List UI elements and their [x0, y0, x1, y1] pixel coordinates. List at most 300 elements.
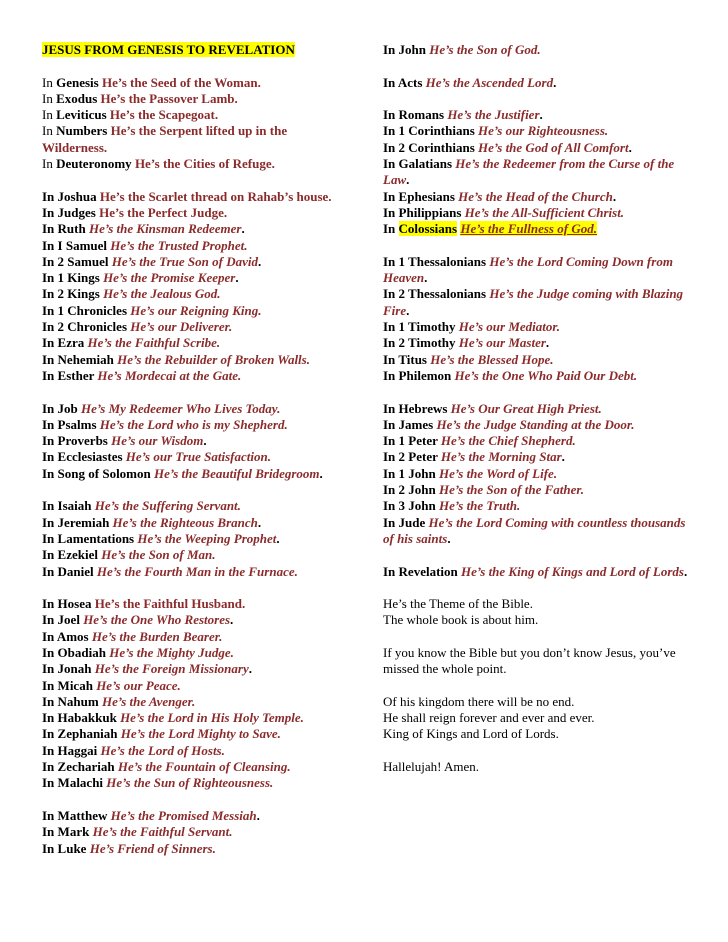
entry-prefix: In [383, 482, 399, 498]
entry-prefix: In [42, 319, 58, 335]
book-entry [383, 42, 695, 58]
christ-description: He’s the Lord Mighty to Save. [120, 726, 281, 742]
christ-description: He’s the Beautiful Bridegroom [154, 465, 320, 481]
book-name: I Samuel [57, 237, 108, 253]
book-name: Colossians [398, 221, 458, 237]
entry-period: . [256, 807, 260, 823]
book-name: Leviticus [56, 107, 107, 123]
spacer [42, 792, 348, 808]
book-name: Jude [398, 514, 426, 530]
book-name: Revelation [398, 563, 458, 579]
left-column [42, 42, 348, 857]
christ-description: He’s the Trusted Prophet. [110, 237, 248, 253]
book-name: Ecclesiastes [57, 449, 123, 465]
entry-prefix: In [383, 253, 399, 269]
book-entry [42, 515, 348, 531]
book-name: Ephesians [398, 188, 455, 204]
book-entry [383, 107, 695, 123]
book-entry [42, 759, 348, 775]
book-name: 1 Peter [398, 433, 438, 449]
entry-period: . [539, 107, 543, 123]
book-entry [42, 75, 348, 91]
book-entry [383, 368, 695, 384]
book-entry [42, 205, 348, 221]
book-name: Nehemiah [57, 351, 114, 367]
book-name: Philemon [398, 367, 452, 383]
title-highlight: JESUS FROM GENESIS TO REVELATION [42, 42, 295, 57]
entry-prefix: In [42, 726, 58, 742]
book-entry [42, 221, 348, 237]
christ-description: He’s the Head of the Church [458, 188, 613, 204]
christ-description: He’s our Mediator. [458, 319, 560, 335]
book-name: Nahum [57, 693, 99, 709]
book-name: Ezra [57, 335, 85, 351]
christ-description: He’s the Faithful Servant. [92, 824, 233, 840]
book-entry [383, 564, 695, 580]
entry-prefix: In [383, 123, 399, 139]
book-name: 2 Kings [57, 286, 100, 302]
christ-description: He’s the King of Kings and Lord of Lords [461, 563, 684, 579]
entry-prefix: In [42, 693, 58, 709]
closing-line [383, 596, 695, 612]
spacer [383, 629, 695, 645]
book-name: Exodus [56, 90, 98, 106]
entry-prefix: In [42, 547, 58, 563]
christ-description: He’s the One Who Paid Our Debt. [454, 367, 638, 383]
book-entry [383, 189, 695, 205]
entry-prefix: In [42, 237, 58, 253]
entry-prefix: In [42, 253, 58, 269]
entry-period: . [545, 335, 550, 351]
christ-description: He’s the Fourth Man in the Furnace. [96, 563, 298, 579]
christ-description: He’s the Perfect Judge. [99, 204, 228, 220]
entry-prefix: In [42, 612, 58, 628]
closing-text: Hallelujah! Amen. [383, 759, 480, 775]
entry-prefix: In [42, 563, 58, 579]
book-entry [383, 156, 695, 189]
christ-description: He’s the Promised Messiah [110, 807, 257, 823]
page-title [42, 42, 348, 58]
entry-prefix: In [42, 449, 58, 465]
entry-prefix: In [383, 563, 399, 579]
book-name: Micah [57, 677, 93, 693]
book-name: Genesis [56, 74, 99, 90]
entry-period: . [319, 465, 323, 481]
book-entry [42, 678, 348, 694]
book-name: 2 Peter [398, 449, 438, 465]
spacer [383, 547, 695, 563]
book-name: 1 Thessalonians [398, 253, 487, 269]
entry-prefix: In [42, 270, 58, 286]
christ-description: He’s the Judge coming with Blazing Fire [383, 286, 684, 318]
christ-description: He’s the Blessed Hope. [430, 351, 554, 367]
book-entry [42, 156, 348, 172]
entry-prefix: In [383, 107, 399, 123]
book-name: 1 Corinthians [398, 123, 475, 139]
christ-description: He’s the Sun of Righteousness. [106, 775, 274, 791]
christ-description: He’s our Wisdom [111, 433, 204, 449]
book-name: Job [57, 400, 78, 416]
christ-description: He’s the Fullness of God. [460, 221, 597, 237]
closing-text: King of Kings and Lord of Lords. [383, 726, 559, 742]
christ-description: He’s the Mighty Judge. [109, 644, 234, 660]
entry-prefix: In [42, 123, 57, 139]
book-name: Jonah [57, 661, 92, 677]
book-entry [383, 286, 695, 319]
christ-description: He’s the Fountain of Cleansing. [117, 759, 291, 775]
entry-period: . [214, 107, 219, 123]
book-entry [42, 743, 348, 759]
book-entry [383, 75, 695, 91]
book-entry [42, 352, 348, 368]
book-entry [383, 319, 695, 335]
entry-period: . [230, 612, 234, 628]
book-name: Joshua [57, 188, 97, 204]
entry-period: . [424, 270, 428, 286]
christ-description: He’s the Justifier [447, 107, 540, 123]
entry-prefix: In [42, 416, 58, 432]
book-entry [42, 694, 348, 710]
christ-description: He’s the Son of Man. [101, 547, 216, 563]
book-name: Obadiah [57, 644, 106, 660]
book-entry [42, 189, 348, 205]
book-name: John [398, 42, 427, 57]
entry-period: . [612, 188, 617, 204]
closing-line [383, 726, 695, 742]
book-entry [383, 449, 695, 465]
book-name: Hosea [57, 596, 92, 612]
book-name: Acts [397, 74, 423, 90]
entry-prefix: In [383, 449, 399, 465]
book-entry [42, 449, 348, 465]
book-entry [42, 710, 348, 726]
entry-period: . [235, 270, 239, 286]
book-name: 1 Timothy [398, 319, 456, 335]
entry-prefix: In [42, 156, 57, 172]
entry-prefix: In [42, 824, 58, 840]
christ-description: He’s the God of All Comfort [478, 139, 629, 155]
entry-period: . [553, 74, 557, 90]
book-entry [42, 401, 348, 417]
entry-prefix: In [383, 351, 399, 367]
christ-description: He’s the True Son of David [111, 253, 258, 269]
book-entry [42, 531, 348, 547]
book-entry [383, 498, 695, 514]
christ-description: He’s the Burden Bearer. [91, 628, 223, 644]
book-name: Jeremiah [57, 514, 110, 530]
entry-prefix: In [383, 221, 399, 237]
closing-text: Of his kingdom there will be no end. [383, 693, 575, 709]
book-name: 2 Thessalonians [398, 286, 487, 302]
christ-description: He’s the Lord of Hosts. [100, 742, 225, 758]
spacer [42, 172, 348, 188]
christ-description: He’s the Promise Keeper [103, 270, 236, 286]
closing-line [383, 612, 695, 628]
spacer [42, 58, 348, 74]
book-entry [383, 417, 695, 433]
christ-description: He’s the One Who Restores [83, 612, 231, 628]
entry-prefix: In [42, 514, 58, 530]
book-name: Luke [57, 840, 87, 856]
book-name: 2 Corinthians [398, 139, 475, 155]
spacer [383, 91, 695, 107]
entry-prefix: In [42, 400, 58, 416]
book-entry [42, 808, 348, 824]
entry-prefix: In [42, 302, 58, 318]
book-name: 1 Chronicles [57, 302, 128, 318]
christ-description: He’s the Suffering Servant. [94, 498, 241, 514]
entry-prefix: In [42, 661, 58, 677]
christ-description: He’s the Scarlet thread on Rahab’s house. [99, 188, 332, 204]
christ-description: He’s Our Great High Priest. [450, 400, 602, 416]
closing-line [383, 759, 695, 775]
christ-description: He’s the Cities of Refuge [134, 156, 272, 172]
book-entry [42, 775, 348, 791]
book-name: 1 John [398, 465, 436, 481]
entry-period: . [276, 530, 280, 546]
book-name: Amos [56, 628, 89, 644]
entry-period: . [242, 596, 246, 612]
entry-prefix: In [42, 221, 58, 237]
entry-period: . [406, 302, 410, 318]
entry-prefix: In [42, 498, 58, 514]
entry-prefix: In [42, 596, 58, 612]
entry-prefix: In [42, 335, 58, 351]
right-column [383, 42, 695, 775]
christ-description: He’s the Kinsman Redeemer [88, 221, 242, 237]
book-entry [383, 221, 695, 237]
christ-description: He’s the Lord in His Holy Temple. [120, 710, 304, 726]
christ-description: He’s the Lord Coming Down from Heaven [383, 253, 673, 286]
right-book-list [383, 42, 695, 775]
entry-prefix: In [383, 204, 399, 220]
book-name: Malachi [57, 775, 104, 791]
christ-description: He’s the Chief Shepherd. [440, 433, 576, 449]
book-entry [42, 596, 348, 612]
book-entry [42, 612, 348, 628]
book-name: Zechariah [57, 759, 115, 775]
spacer [383, 384, 695, 400]
book-name: Galatians [398, 156, 453, 172]
entry-period: . [241, 221, 245, 237]
entry-prefix: In [383, 188, 399, 204]
book-entry [42, 661, 348, 677]
book-name: Song of Solomon [57, 465, 151, 481]
spacer [383, 580, 695, 596]
entry-prefix: In [42, 433, 58, 449]
book-entry [383, 254, 695, 287]
book-name: 2 Chronicles [57, 319, 128, 335]
book-name: Philippians [398, 204, 462, 220]
christ-description: He’s the Word of Life. [439, 465, 558, 481]
book-name: Numbers [56, 123, 108, 139]
entry-prefix: In [383, 286, 399, 302]
entry-period: . [561, 449, 565, 465]
book-entry [383, 335, 695, 351]
book-entry [42, 368, 348, 384]
christ-description: He’s our True Satisfaction. [125, 449, 271, 465]
book-entry [383, 123, 695, 139]
book-entry [383, 433, 695, 449]
entry-prefix: In [42, 351, 58, 367]
spacer [42, 482, 348, 498]
entry-prefix: In [42, 188, 58, 204]
christ-description: He’s My Redeemer Who Lives Today. [81, 400, 281, 416]
christ-description: He’s the Foreign Missionary [94, 661, 249, 677]
entry-prefix: In [42, 204, 58, 220]
christ-description: He’s the Jealous God. [103, 286, 221, 302]
entry-prefix: In [42, 74, 57, 90]
book-entry [42, 645, 348, 661]
spacer [383, 743, 695, 759]
entry-prefix: In [42, 286, 58, 302]
entry-prefix: In [383, 465, 399, 481]
book-name: Zephaniah [57, 726, 118, 742]
christ-description: He’s the Scapegoat [109, 107, 215, 123]
book-entry [42, 254, 348, 270]
entry-prefix: In [383, 514, 399, 530]
entry-prefix: In [383, 335, 399, 351]
book-name: 3 John [398, 498, 436, 514]
christ-description: He’s the Son of the Father. [439, 482, 584, 498]
book-entry [42, 629, 348, 645]
book-entry [42, 547, 348, 563]
book-entry [42, 270, 348, 286]
book-name: Judges [57, 204, 96, 220]
book-name: Esther [57, 367, 95, 383]
book-name: Ruth [57, 221, 86, 237]
book-name: Joel [57, 612, 80, 628]
entry-prefix: In [42, 807, 58, 823]
book-entry [42, 335, 348, 351]
book-name: Matthew [57, 807, 108, 823]
entry-prefix: In [42, 90, 57, 106]
book-entry [42, 466, 348, 482]
book-entry [42, 841, 348, 857]
closing-text: If you know the Bible but you don’t know Jesus, you’ve missed the whole point. [383, 644, 676, 677]
entry-prefix: In [383, 139, 399, 155]
book-name: Psalms [57, 416, 97, 432]
entry-prefix: In [42, 710, 58, 726]
book-name: Romans [398, 107, 445, 123]
entry-prefix: In [42, 628, 57, 644]
closing-line [383, 694, 695, 710]
book-entry [42, 286, 348, 302]
christ-description: He’s our Righteousness. [478, 123, 609, 139]
christ-description: He’s our Peace. [96, 677, 181, 693]
book-entry [42, 417, 348, 433]
book-name: Habakkuk [57, 710, 117, 726]
left-book-list [42, 75, 348, 857]
book-entry [383, 352, 695, 368]
book-entry [383, 482, 695, 498]
christ-description: He’s the Truth. [439, 498, 521, 514]
book-entry [42, 123, 348, 156]
closing-text: He’s the Theme of the Bible. [383, 596, 533, 612]
spacer [383, 58, 695, 74]
christ-description: He’s the Morning Star [440, 449, 562, 465]
christ-description: He’s our Reigning King. [130, 302, 262, 318]
spacer [383, 238, 695, 254]
christ-description: He’s Friend of Sinners. [89, 840, 216, 856]
book-name: Titus [398, 351, 427, 367]
book-entry [42, 726, 348, 742]
christ-description: He’s the Seed of the Woman. [101, 74, 261, 90]
entry-prefix: In [42, 367, 58, 383]
book-name: 2 John [398, 482, 436, 498]
book-name: 2 Timothy [398, 335, 456, 351]
spacer [42, 384, 348, 400]
christ-description: He’s our Deliverer. [130, 319, 233, 335]
entry-prefix: In [383, 433, 399, 449]
entry-period: . [683, 563, 688, 579]
book-name: Daniel [57, 563, 94, 579]
book-entry [383, 205, 695, 221]
book-entry [42, 498, 348, 514]
book-entry [383, 140, 695, 156]
christ-description: He’s our Master [458, 335, 546, 351]
book-entry [42, 824, 348, 840]
closing-line [383, 710, 695, 726]
entry-period: . [203, 433, 207, 449]
book-name: Isaiah [57, 498, 92, 514]
entry-prefix: In [42, 775, 58, 791]
christ-description: He’s the Righteous Branch [112, 514, 258, 530]
entry-prefix: In [383, 416, 399, 432]
closing-text: The whole book is about him. [383, 612, 539, 628]
entry-period: . [447, 530, 451, 546]
book-name: Lamentations [57, 530, 135, 546]
book-entry [42, 433, 348, 449]
entry-period: . [257, 514, 262, 530]
book-entry [42, 107, 348, 123]
christ-description: He’s the Lord who is my Shepherd. [99, 416, 288, 432]
book-entry [383, 515, 695, 548]
book-name: 2 Samuel [57, 253, 109, 269]
entry-period: . [271, 156, 275, 172]
book-entry [42, 91, 348, 107]
entry-prefix: In [383, 367, 399, 383]
entry-prefix: In [383, 319, 399, 335]
entry-prefix: In [383, 42, 399, 57]
entry-prefix: In [383, 156, 399, 172]
book-entry [42, 303, 348, 319]
entry-period: . [406, 172, 410, 188]
book-name: Deuteronomy [56, 156, 132, 172]
book-name: Proverbs [57, 433, 108, 449]
entry-period: . [628, 139, 632, 155]
book-entry [383, 466, 695, 482]
book-entry [42, 319, 348, 335]
entry-period: . [257, 253, 262, 269]
entry-period: . [248, 661, 252, 677]
book-name: 1 Kings [57, 270, 100, 286]
christ-description: He’s Mordecai at the Gate. [97, 367, 242, 383]
closing-text: He shall reign forever and ever and ever. [383, 710, 595, 726]
spacer [383, 678, 695, 694]
book-name: James [398, 416, 434, 432]
book-name: Haggai [57, 742, 98, 758]
entry-prefix: In [42, 759, 58, 775]
christ-description: He’s the Judge Standing at the Door. [436, 416, 635, 432]
christ-description: He’s the Rebuilder of Broken Walls. [117, 351, 310, 367]
christ-description: He’s the All-Sufficient Christ. [464, 204, 625, 220]
christ-description: He’s the Redeemer from the Curse of the Law [383, 156, 675, 188]
christ-description: He’s the Passover Lamb. [100, 90, 238, 106]
christ-description: He’s the Serpent lifted up in the Wilderness. [42, 123, 288, 155]
entry-prefix: In [42, 644, 58, 660]
christ-description: He’s the Avenger. [101, 693, 196, 709]
